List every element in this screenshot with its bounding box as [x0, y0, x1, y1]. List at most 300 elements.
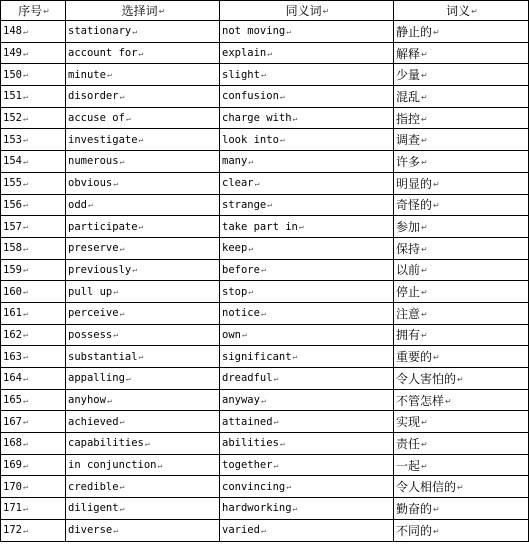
row-number-text: 160 [3, 285, 22, 298]
word-cell-text: appalling [68, 372, 125, 385]
meaning-cell [394, 302, 529, 324]
paragraph-mark-icon: ↵ [43, 7, 50, 16]
paragraph-mark-icon: ↵ [260, 265, 266, 275]
paragraph-mark-icon: ↵ [22, 395, 28, 405]
table-row [1, 216, 529, 238]
meaning-cell [394, 519, 529, 541]
synonym-cell [220, 302, 394, 324]
meaning-cell-text: 令人相信的 [396, 480, 457, 495]
word-cell [66, 324, 220, 346]
synonym-cell-text: own [222, 328, 241, 341]
paragraph-mark-icon: ↵ [119, 417, 125, 427]
meaning-cell-text: 不同的 [396, 523, 433, 538]
synonym-cell-text: abilities [222, 437, 279, 450]
meaning-cell [394, 107, 529, 129]
meaning-cell [394, 411, 529, 433]
header-row [1, 1, 529, 21]
header-synonym-label: 同义词 [285, 4, 322, 18]
word-cell [66, 129, 220, 151]
synonym-cell [220, 151, 394, 173]
meaning-cell [394, 21, 529, 43]
word-cell [66, 433, 220, 455]
synonym-cell-text: before [222, 263, 260, 276]
synonym-cell [220, 368, 394, 390]
meaning-cell-text: 一起 [396, 458, 421, 473]
table-row [1, 194, 529, 216]
row-number [1, 302, 66, 324]
word-cell [66, 172, 220, 194]
paragraph-mark-icon: ↵ [421, 288, 428, 298]
word-cell [66, 216, 220, 238]
paragraph-mark-icon: ↵ [260, 525, 266, 535]
paragraph-mark-icon: ↵ [22, 482, 28, 492]
synonym-cell-text: notice [222, 307, 260, 320]
paragraph-mark-icon: ↵ [22, 91, 28, 101]
paragraph-mark-icon: ↵ [22, 525, 28, 535]
header-word-label: 选择词 [121, 4, 158, 18]
synonym-cell [220, 107, 394, 129]
synonym-cell [220, 42, 394, 64]
word-cell-text: participate [68, 220, 138, 233]
meaning-cell-text: 指控 [396, 111, 421, 126]
meaning-cell [394, 389, 529, 411]
paragraph-mark-icon: ↵ [457, 483, 464, 493]
paragraph-mark-icon: ↵ [457, 374, 464, 384]
row-number-text: 170 [3, 480, 22, 493]
paragraph-mark-icon: ↵ [22, 265, 28, 275]
row-number-text: 171 [3, 502, 22, 515]
word-cell-text: perceive [68, 307, 119, 320]
meaning-cell [394, 194, 529, 216]
paragraph-mark-icon: ↵ [106, 395, 112, 405]
meaning-cell-text: 以前 [396, 263, 421, 278]
table-row [1, 476, 529, 498]
meaning-cell [394, 324, 529, 346]
row-number-text: 153 [3, 133, 22, 146]
synonym-cell-text: take part in [222, 220, 298, 233]
meaning-cell [394, 151, 529, 173]
paragraph-mark-icon: ↵ [273, 460, 279, 470]
word-cell [66, 302, 220, 324]
word-cell-text: credible [68, 480, 119, 493]
paragraph-mark-icon: ↵ [433, 27, 440, 37]
meaning-cell-text: 重要的 [396, 350, 433, 365]
row-number [1, 21, 66, 43]
paragraph-mark-icon: ↵ [158, 7, 166, 16]
paragraph-mark-icon: ↵ [22, 243, 28, 253]
table-row [1, 151, 529, 173]
paragraph-mark-icon: ↵ [22, 135, 28, 145]
paragraph-mark-icon: ↵ [125, 373, 131, 383]
meaning-cell-text: 许多 [396, 154, 421, 169]
word-cell-text: preserve [68, 242, 119, 255]
word-cell [66, 64, 220, 86]
row-number [1, 519, 66, 541]
header-word [66, 1, 220, 21]
paragraph-mark-icon: ↵ [119, 308, 125, 318]
word-cell-text: in conjunction [68, 459, 157, 472]
synonym-cell [220, 324, 394, 346]
meaning-cell [394, 368, 529, 390]
word-cell [66, 237, 220, 259]
synonym-cell [220, 86, 394, 108]
meaning-cell-text: 保持 [396, 241, 421, 256]
row-number-text: 161 [3, 307, 22, 320]
synonym-cell-text: not moving [222, 25, 286, 38]
row-number-text: 165 [3, 394, 22, 407]
synonym-cell-text: attained [222, 415, 273, 428]
synonym-cell-text: clear [222, 177, 254, 190]
word-cell-text: possess [68, 328, 113, 341]
paragraph-mark-icon: ↵ [279, 135, 285, 145]
meaning-cell [394, 42, 529, 64]
row-number [1, 389, 66, 411]
meaning-cell-text: 令人害怕的 [396, 371, 457, 386]
word-cell [66, 389, 220, 411]
table-row [1, 454, 529, 476]
paragraph-mark-icon: ↵ [273, 417, 279, 427]
table-row [1, 433, 529, 455]
synonym-cell-text: significant [222, 350, 292, 363]
paragraph-mark-icon: ↵ [22, 222, 28, 232]
paragraph-mark-icon: ↵ [22, 352, 28, 362]
paragraph-mark-icon: ↵ [421, 136, 428, 146]
word-cell-text: stationary [68, 25, 132, 38]
synonym-cell [220, 259, 394, 281]
row-number-text: 156 [3, 198, 22, 211]
word-cell [66, 194, 220, 216]
word-cell-text: numerous [68, 155, 119, 168]
paragraph-mark-icon: ↵ [286, 482, 292, 492]
row-number [1, 281, 66, 303]
paragraph-mark-icon: ↵ [260, 308, 266, 318]
synonym-cell [220, 389, 394, 411]
paragraph-mark-icon: ↵ [144, 438, 150, 448]
row-number-text: 157 [3, 220, 22, 233]
table-row [1, 42, 529, 64]
row-number [1, 433, 66, 455]
meaning-cell [394, 346, 529, 368]
word-cell-text: diverse [68, 524, 113, 537]
row-number [1, 129, 66, 151]
paragraph-mark-icon: ↵ [119, 243, 125, 253]
synonym-cell [220, 519, 394, 541]
meaning-cell-text: 混乱 [396, 89, 421, 104]
paragraph-mark-icon: ↵ [471, 7, 478, 16]
paragraph-mark-icon: ↵ [279, 91, 285, 101]
word-cell [66, 498, 220, 520]
synonym-cell [220, 129, 394, 151]
row-number-text: 151 [3, 90, 22, 103]
paragraph-mark-icon: ↵ [260, 395, 266, 405]
synonym-cell-text: confusion [222, 90, 279, 103]
synonym-cell [220, 411, 394, 433]
table-row [1, 411, 529, 433]
paragraph-mark-icon: ↵ [22, 417, 28, 427]
paragraph-mark-icon: ↵ [106, 70, 112, 80]
table-row [1, 498, 529, 520]
synonym-cell-text: keep [222, 242, 248, 255]
synonym-cell [220, 216, 394, 238]
paragraph-mark-icon: ↵ [22, 200, 28, 210]
meaning-cell [394, 454, 529, 476]
paragraph-mark-icon: ↵ [138, 135, 144, 145]
paragraph-mark-icon: ↵ [433, 504, 440, 514]
synonym-cell [220, 194, 394, 216]
paragraph-mark-icon: ↵ [421, 92, 428, 102]
paragraph-mark-icon: ↵ [286, 26, 292, 36]
word-cell-text: previously [68, 263, 132, 276]
synonym-cell [220, 64, 394, 86]
row-number [1, 411, 66, 433]
paragraph-mark-icon: ↵ [292, 503, 298, 513]
paragraph-mark-icon: ↵ [125, 113, 131, 123]
synonym-cell-text: charge with [222, 112, 292, 125]
row-number [1, 107, 66, 129]
meaning-cell [394, 281, 529, 303]
word-cell [66, 346, 220, 368]
synonym-cell-text: stop [222, 285, 248, 298]
synonym-cell-text: dreadful [222, 372, 273, 385]
synonym-cell-text: look into [222, 133, 279, 146]
synonym-cell [220, 476, 394, 498]
paragraph-mark-icon: ↵ [132, 265, 138, 275]
paragraph-mark-icon: ↵ [445, 396, 452, 406]
paragraph-mark-icon: ↵ [433, 353, 440, 363]
paragraph-mark-icon: ↵ [22, 178, 28, 188]
table-row [1, 368, 529, 390]
word-cell [66, 259, 220, 281]
paragraph-mark-icon: ↵ [248, 156, 254, 166]
meaning-cell-text: 注意 [396, 306, 421, 321]
row-number [1, 64, 66, 86]
synonym-cell-text: strange [222, 198, 267, 211]
row-number-text: 163 [3, 350, 22, 363]
paragraph-mark-icon: ↵ [22, 330, 28, 340]
word-cell [66, 368, 220, 390]
paragraph-mark-icon: ↵ [273, 373, 279, 383]
meaning-cell-text: 静止的 [396, 24, 433, 39]
paragraph-mark-icon: ↵ [279, 438, 285, 448]
table-row [1, 389, 529, 411]
table-row [1, 64, 529, 86]
word-cell [66, 42, 220, 64]
row-number [1, 172, 66, 194]
paragraph-mark-icon: ↵ [119, 503, 125, 513]
row-number [1, 151, 66, 173]
paragraph-mark-icon: ↵ [22, 438, 28, 448]
meaning-cell-text: 明显的 [396, 176, 433, 191]
paragraph-mark-icon: ↵ [260, 70, 266, 80]
row-number [1, 476, 66, 498]
table-row [1, 281, 529, 303]
row-number-text: 148 [3, 25, 22, 38]
row-number [1, 346, 66, 368]
paragraph-mark-icon: ↵ [22, 373, 28, 383]
synonym-cell [220, 498, 394, 520]
paragraph-mark-icon: ↵ [157, 460, 163, 470]
word-cell [66, 281, 220, 303]
row-number-text: 162 [3, 328, 22, 341]
paragraph-mark-icon: ↵ [248, 243, 254, 253]
meaning-cell [394, 433, 529, 455]
row-number-text: 167 [3, 415, 22, 428]
paragraph-mark-icon: ↵ [433, 179, 440, 189]
paragraph-mark-icon: ↵ [138, 352, 144, 362]
synonym-cell-text: anyway [222, 394, 260, 407]
meaning-cell [394, 64, 529, 86]
synonym-cell [220, 454, 394, 476]
row-number [1, 194, 66, 216]
row-number [1, 42, 66, 64]
paragraph-mark-icon: ↵ [241, 330, 247, 340]
synonym-cell [220, 237, 394, 259]
word-cell-text: accuse of [68, 112, 125, 125]
table-row [1, 107, 529, 129]
paragraph-mark-icon: ↵ [22, 503, 28, 513]
table-row [1, 129, 529, 151]
word-cell [66, 411, 220, 433]
word-cell [66, 151, 220, 173]
paragraph-mark-icon: ↵ [119, 156, 125, 166]
paragraph-mark-icon: ↵ [298, 222, 304, 232]
paragraph-mark-icon: ↵ [421, 439, 428, 449]
row-number-text: 159 [3, 263, 22, 276]
meaning-cell-text: 奇怪的 [396, 198, 433, 213]
paragraph-mark-icon: ↵ [22, 48, 28, 58]
word-cell-text: disorder [68, 90, 119, 103]
meaning-cell-text: 实现 [396, 415, 421, 430]
paragraph-mark-icon: ↵ [267, 200, 273, 210]
table-row [1, 346, 529, 368]
paragraph-mark-icon: ↵ [132, 26, 138, 36]
paragraph-mark-icon: ↵ [22, 460, 28, 470]
meaning-cell-text: 调查 [396, 133, 421, 148]
table-row [1, 237, 529, 259]
paragraph-mark-icon: ↵ [421, 461, 428, 471]
paragraph-mark-icon: ↵ [421, 244, 428, 254]
meaning-cell [394, 86, 529, 108]
paragraph-mark-icon: ↵ [138, 222, 144, 232]
paragraph-mark-icon: ↵ [292, 352, 298, 362]
header-meaning [394, 1, 529, 21]
word-cell-text: achieved [68, 415, 119, 428]
paragraph-mark-icon: ↵ [119, 91, 125, 101]
meaning-cell [394, 129, 529, 151]
synonym-cell [220, 21, 394, 43]
paragraph-mark-icon: ↵ [322, 7, 330, 16]
meaning-cell-text: 拥有 [396, 328, 421, 343]
header-meaning-label: 词义 [446, 4, 471, 18]
synonym-cell-text: convincing [222, 480, 286, 493]
paragraph-mark-icon: ↵ [22, 113, 28, 123]
word-cell-text: obvious [68, 177, 113, 190]
header-number [1, 1, 66, 21]
synonym-cell [220, 433, 394, 455]
row-number [1, 216, 66, 238]
word-cell [66, 86, 220, 108]
paragraph-mark-icon: ↵ [267, 48, 273, 58]
row-number [1, 368, 66, 390]
row-number [1, 498, 66, 520]
row-number [1, 237, 66, 259]
row-number-text: 158 [3, 242, 22, 255]
meaning-cell-text: 解释 [396, 46, 421, 61]
meaning-cell-text: 停止 [396, 285, 421, 300]
table-row [1, 324, 529, 346]
row-number [1, 86, 66, 108]
row-number-text: 152 [3, 112, 22, 125]
paragraph-mark-icon: ↵ [433, 201, 440, 211]
row-number-text: 149 [3, 47, 22, 60]
paragraph-mark-icon: ↵ [22, 287, 28, 297]
table-row [1, 259, 529, 281]
synonym-cell-text: many [222, 155, 248, 168]
synonym-cell-text: together [222, 459, 273, 472]
row-number-text: 155 [3, 177, 22, 190]
paragraph-mark-icon: ↵ [138, 48, 144, 58]
paragraph-mark-icon: ↵ [254, 178, 260, 188]
row-number [1, 454, 66, 476]
paragraph-mark-icon: ↵ [113, 330, 119, 340]
paragraph-mark-icon: ↵ [421, 266, 428, 276]
synonym-cell [220, 281, 394, 303]
word-cell [66, 519, 220, 541]
meaning-cell-text: 勤奋的 [396, 501, 433, 516]
word-cell-text: odd [68, 198, 87, 211]
word-cell-text: minute [68, 68, 106, 81]
row-number-text: 172 [3, 524, 22, 537]
meaning-cell-text: 参加 [396, 220, 421, 235]
word-cell-text: account for [68, 47, 138, 60]
paragraph-mark-icon: ↵ [421, 331, 428, 341]
synonym-cell-text: hardworking [222, 502, 292, 515]
paragraph-mark-icon: ↵ [113, 287, 119, 297]
synonym-cell [220, 172, 394, 194]
paragraph-mark-icon: ↵ [421, 71, 428, 81]
header-number-label: 序号 [18, 4, 43, 18]
meaning-cell [394, 172, 529, 194]
paragraph-mark-icon: ↵ [248, 287, 254, 297]
table-row [1, 21, 529, 43]
word-cell [66, 476, 220, 498]
word-cell-text: substantial [68, 350, 138, 363]
row-number-text: 169 [3, 459, 22, 472]
paragraph-mark-icon: ↵ [22, 26, 28, 36]
synonym-cell-text: slight [222, 68, 260, 81]
row-number [1, 259, 66, 281]
paragraph-mark-icon: ↵ [22, 70, 28, 80]
synonym-cell [220, 346, 394, 368]
header-synonym [220, 1, 394, 21]
row-number-text: 164 [3, 372, 22, 385]
word-cell-text: investigate [68, 133, 138, 146]
paragraph-mark-icon: ↵ [421, 309, 428, 319]
synonym-cell-text: varied [222, 524, 260, 537]
meaning-cell [394, 216, 529, 238]
table-row [1, 86, 529, 108]
paragraph-mark-icon: ↵ [22, 156, 28, 166]
table-row [1, 172, 529, 194]
meaning-cell [394, 237, 529, 259]
paragraph-mark-icon: ↵ [421, 418, 428, 428]
word-cell [66, 454, 220, 476]
table-row [1, 519, 529, 541]
synonym-cell-text: explain [222, 47, 267, 60]
row-number-text: 150 [3, 68, 22, 81]
meaning-cell-text: 责任 [396, 436, 421, 451]
meaning-cell-text: 不管怎样 [396, 393, 445, 408]
